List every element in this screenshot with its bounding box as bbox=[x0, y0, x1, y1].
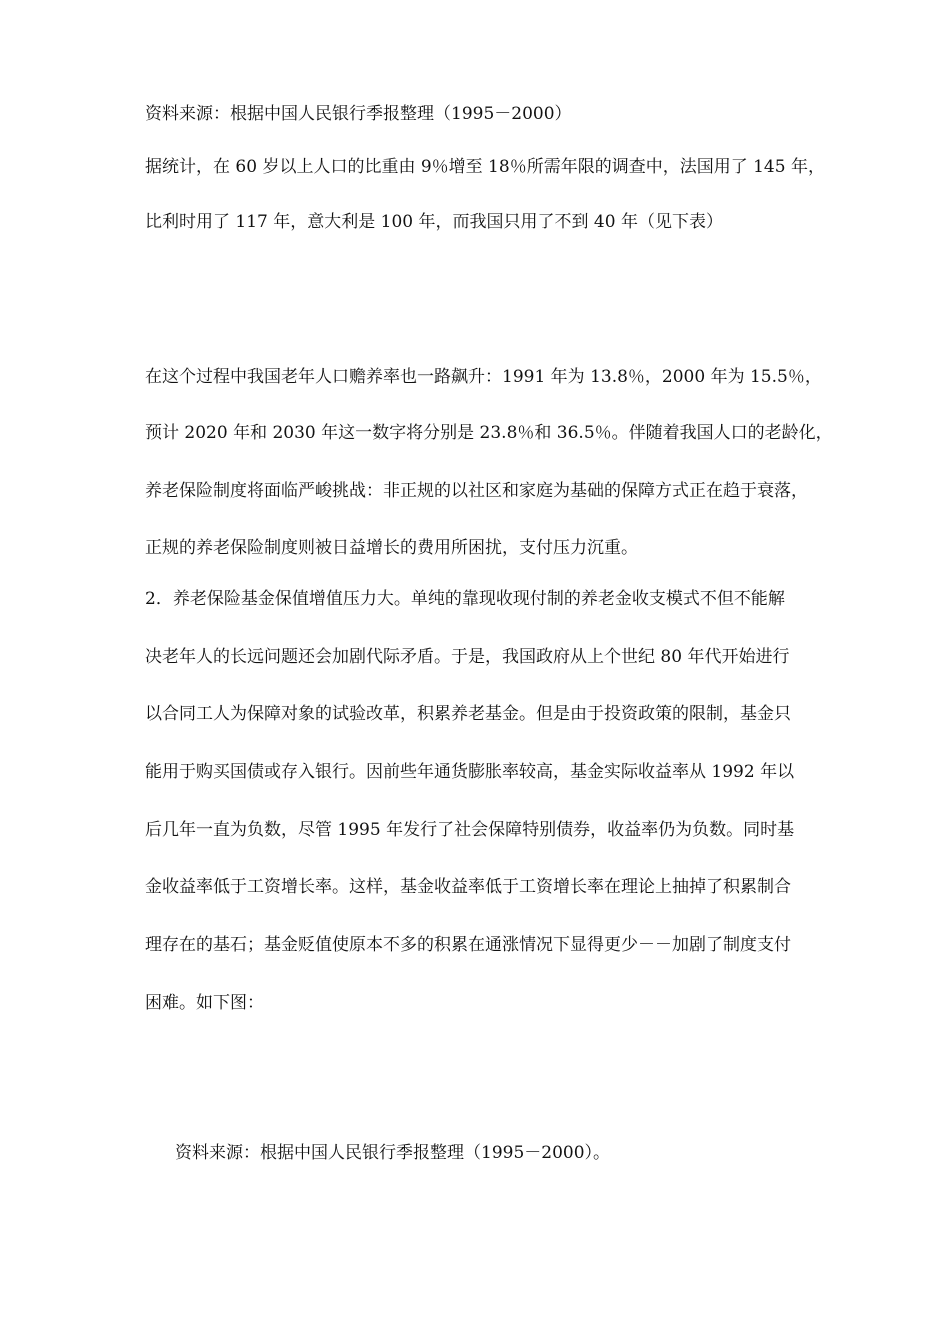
paragraph-line: 困难。如下图： bbox=[145, 993, 264, 1013]
paragraph-line: 2．养老保险基金保值增值压力大。单纯的靠现收现付制的养老金收支模式不但不能解 bbox=[145, 589, 785, 609]
paragraph-line: 据统计，在 60 岁以上人口的比重由 9％增至 18％所需年限的调查中，法国用了 145 年， bbox=[145, 157, 825, 177]
paragraph-line: 金收益率低于工资增长率。这样，基金收益率低于工资增长率在理论上抽掉了积累制合 bbox=[145, 877, 791, 897]
paragraph-line: 决老年人的长远问题还会加剧代际矛盾。于是，我国政府从上个世纪 80 年代开始进行 bbox=[145, 647, 790, 667]
paragraph-line: 能用于购买国债或存入银行。因前些年通货膨胀率较高，基金实际收益率从 1992 年以 bbox=[145, 762, 795, 782]
paragraph-line: 正规的养老保险制度则被日益增长的费用所困扰，支付压力沉重。 bbox=[145, 538, 638, 558]
paragraph-line: 预计 2020 年和 2030 年这一数字将分别是 23.8％和 36.5％。伴随着我国人口的老龄化， bbox=[145, 423, 833, 443]
paragraph-line: 后几年一直为负数，尽管 1995 年发行了社会保障特别债券，收益率仍为负数。同时基 bbox=[145, 820, 795, 840]
paragraph-line: 理存在的基石；基金贬值使原本不多的积累在通涨情况下显得更少－－加剧了制度支付 bbox=[145, 935, 791, 955]
paragraph-line: 比利时用了 117 年，意大利是 100 年，而我国只用了不到 40 年（见下表） bbox=[145, 212, 723, 232]
paragraph-line: 养老保险制度将面临严峻挑战：非正规的以社区和家庭为基础的保障方式正在趋于衰落， bbox=[145, 481, 808, 501]
source-note-top: 资料来源：根据中国人民银行季报整理（1995－2000） bbox=[145, 104, 572, 124]
paragraph-line: 在这个过程中我国老年人口赡养率也一路飙升：1991 年为 13.8％，2000 年为 15.5％， bbox=[145, 367, 822, 387]
paragraph-line: 以合同工人为保障对象的试验改革，积累养老基金。但是由于投资政策的限制，基金只 bbox=[145, 704, 791, 724]
source-note-bottom: 资料来源：根据中国人民银行季报整理（1995－2000）。 bbox=[175, 1143, 611, 1163]
